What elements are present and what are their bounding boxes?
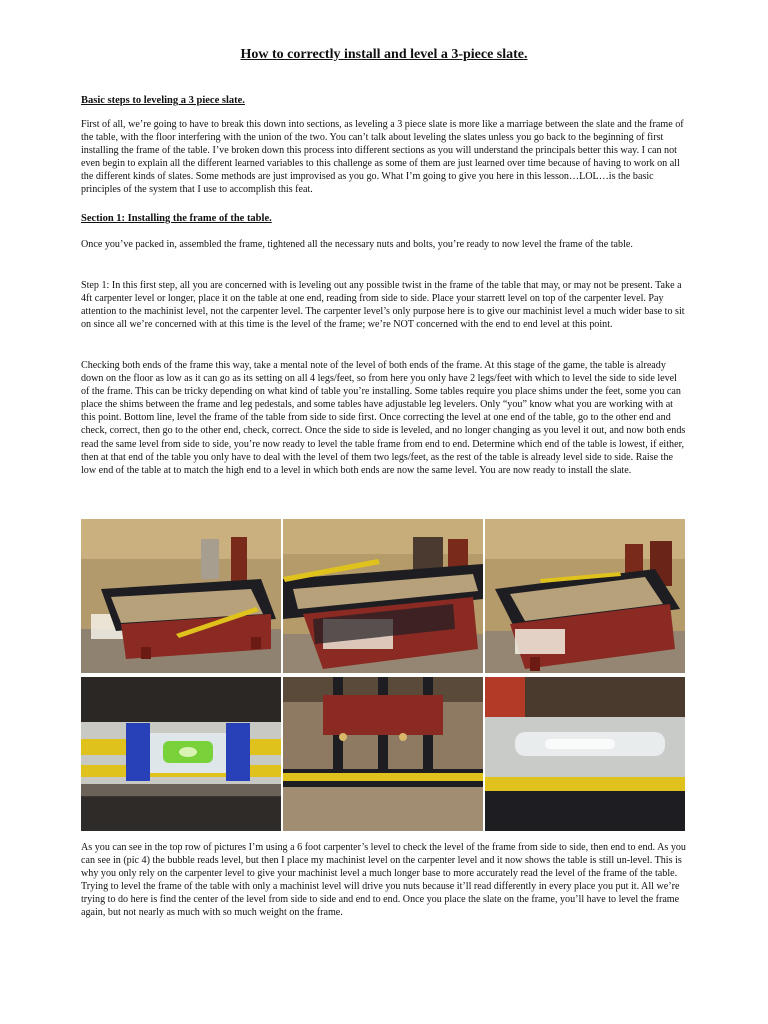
paragraph-frame-ready: Once you’ve packed in, assembled the frame, tightened all the necessary nuts and bolts, you’re ready to now level the frame of the table. — [81, 239, 633, 250]
table-frame-end-photo — [283, 519, 483, 673]
carpenter-level-bubble-photo — [81, 677, 281, 831]
page-title: How to correctly install and level a 3-piece slate. — [240, 47, 528, 62]
heading-basic-steps: Basic steps to leveling a 3 piece slate. — [81, 95, 245, 106]
paragraph-intro: First of all, we’re going to have to break this down into sections, as leveling a 3 piece slate is more like a marriage between the slate and the frame of the table, with the floor interfering with the union of the two. You can’t talk about leveling the slates unless you go back to the beginning of first installing the frame of the table. I’ve broken down this process into different sections as you will understand the principals better this way. I can not even begin to explain all the different learned variables to this challenge as some of them are just learned over time because of having to work on all the different kinds of slates. Some methods are just improvised as you go. What I’m going to give you here in this lesson…LOL…is the basic principles of the system that I use to accomplish this feat. — [81, 119, 684, 196]
paragraph-checking-ends: Checking both ends of the frame this way, take a mental note of the level of both ends of the frame. At this stage of the game, the table is already down on the floor as low as it can go as its setting on all 4 legs/feet, so from here you only have 2 legs/feet with which to level the side to side level of the frame. This can be tricky depending on what kind of table you’re installing. Some tables require you place shims under the feet, some you can place the shims between the frame and leg pedestals, and some tables have adjustable leg levelers. Only “you” know what you are working with at this point. Bottom line, level the frame of the table from side to side first. Once correcting the level at one end of the table, go to the other end and check, correct, then go to the other end, check, correct. Once the side to side is leveled, and no longer changing as you level it out, and now both ends read the same level from side to side, you’re now ready to level the table frame from end to end. Determine which end of the table is lowest, if either, then at that end of the table you only have to deal with the level of them two legs/feet, as the rest of the table is already level side to side. Raise the low end of the table at to match the high end to a level in which both ends are now the same level. You are now ready to install the slate. — [81, 360, 686, 476]
table-frame-side-photo — [81, 519, 281, 673]
machinist-level-closeup-photo — [485, 677, 685, 831]
frame-top-view-photo — [283, 677, 483, 831]
heading-section-1: Section 1: Installing the frame of the table. — [81, 213, 272, 224]
photo-grid — [81, 519, 685, 831]
paragraph-step-1: Step 1: In this first step, all you are concerned with is leveling out any possible twist in the frame of the table that may, or may not be present. Take a 4ft carpenter level or longer, place it on the table at one end, reading from side to side. Place your starrett level on top of the carpenter level. Pay attention to the machinist level, not the carpenter level. The carpenter level’s only purpose here is to give our machinist level a much wider base to sit on since all we’re concerned with at this time is the level of the frame; we’re NOT concerned with the end to end level at this point. — [81, 280, 685, 331]
table-frame-corner-photo — [485, 519, 685, 673]
paragraph-pictures-explained: As you can see in the top row of pictures I’m using a 6 foot carpenter’s level to check the level of the frame from side to side, then end to end. As you can see in (pic 4) the bubble reads level, but then I place my machinist level on the carpenter level and it now shows the table is still un-level. This is why you only rely on the carpenter level to give your machinist level a much longer base to more accurately read the level of the frame of the table. Trying to level the frame of the table with only a machinist level will drive you nuts because it’ll read differently in every place you put it. All we’re trying to do here is find the center of the level from side to side and end to end. Once you place the slate on the frame, you’ll have to level the frame again, but not nearly as much with so much weight on the frame. — [81, 842, 686, 919]
